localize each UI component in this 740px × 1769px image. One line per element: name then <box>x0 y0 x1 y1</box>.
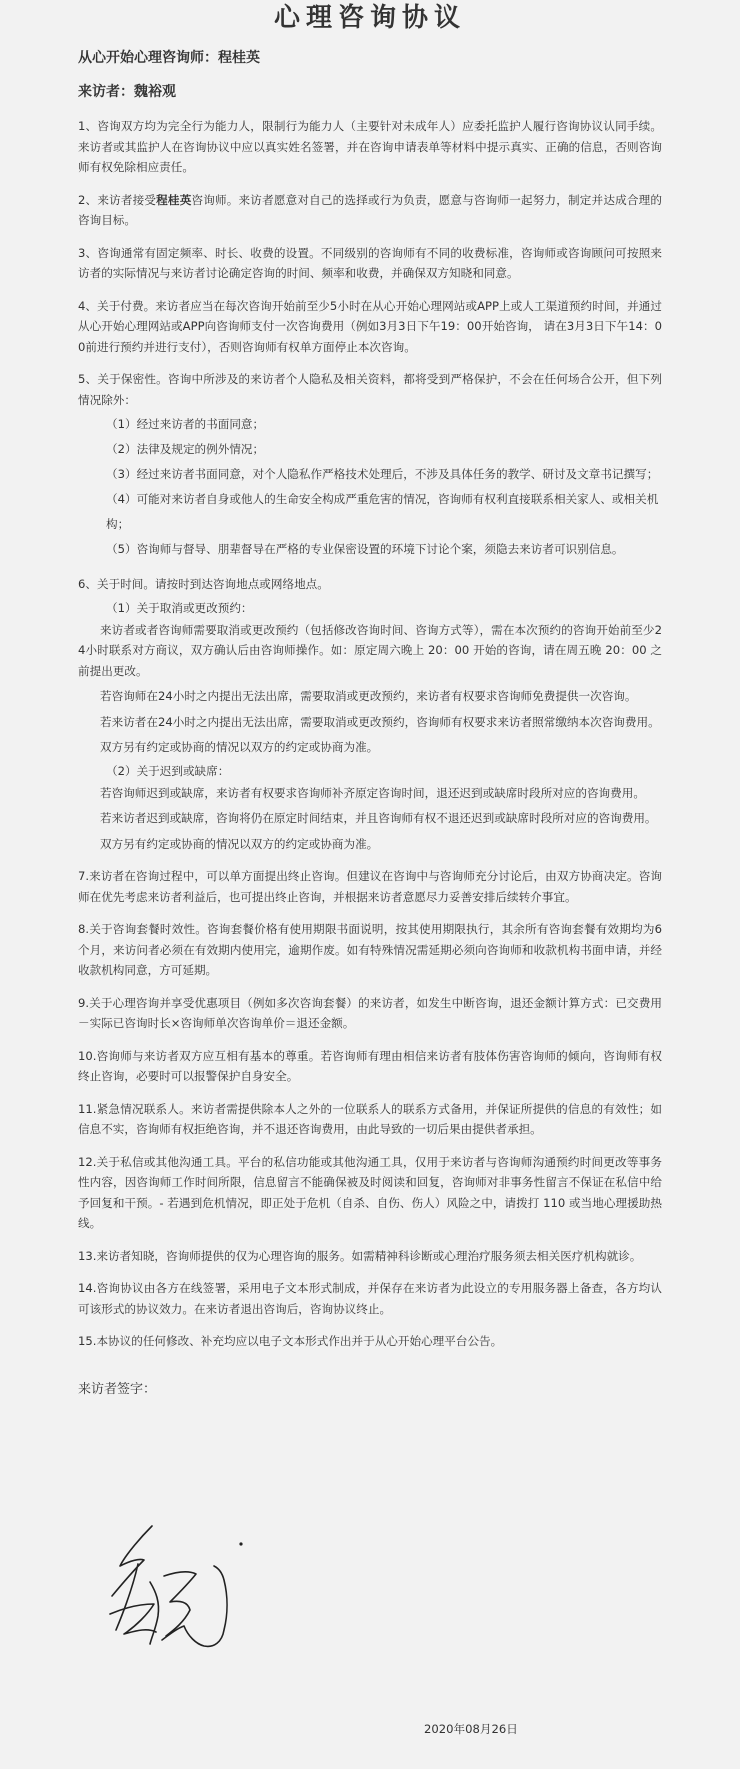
clause-5: 5、关于保密性。咨询中所涉及的来访者个人隐私及相关资料，都将受到严格保护，不会在任何场合公开，但下列情况除外： <box>78 372 662 407</box>
clause-6-sub1-para: 若咨询师在24小时之内提出无法出席，需要取消或更改预约，来访者有权要求咨询师免费提供一次咨询。 <box>100 689 637 703</box>
clause-6-sub2-para: 若来访者迟到或缺席，咨询将仍在原定时间结束，并且咨询师有权不退还迟到或缺席时段所对应的咨询费用。 <box>100 811 657 825</box>
clause-6-sub2-para: 若咨询师迟到或缺席，来访者有权要求咨询师补齐原定咨询时间，退还迟到或缺席时段所对应的咨询费用。 <box>100 785 645 800</box>
clause-5-item: （1）经过来访者的书面同意； <box>106 417 265 431</box>
clause-11: 11.紧急情况联系人。来访者需提供除本人之外的一位联系人的联系方式备用，并保证所提供的信息的有效性；如信息不实，咨询师有权拒绝咨询，并不退还咨询费用，由此导致的一切后果由提供者承担。 <box>78 1101 662 1136</box>
clause-7: 7.来访者在咨询过程中，可以单方面提出终止咨询。但建议在咨询中与咨询师充分讨论后，由双方协商决定。咨询师在优先考虑来访者利益后，也可提出终止咨询，并根据来访者意愿尽力妥善安排后续转介事宜。 <box>78 869 662 904</box>
clause-6-sub2-para: 双方另有约定或协商的情况以双方的约定或协商为准。 <box>100 836 379 851</box>
clause-3: 3、咨询通常有固定频率、时长、收费的设置。不同级别的咨询师有不同的收费标准，咨询师或咨询顾问可按照来访者的实际情况与来访者讨论确定咨询的时间、频率和收费，并确保双方知晓和同意。 <box>78 245 662 280</box>
clause-5-item: （3）经过来访者书面同意，对个人隐私作严格技术处理后，不涉及具体任务的教学、研讨及文章书记撰写； <box>106 467 659 481</box>
clause-9: 9.关于心理咨询并享受优惠项目（例如多次咨询套餐）的来访者，如发生中断咨询，退还金额计算方式：已交费用－实际已咨询时长×咨询师单次咨询单价＝退还金额。 <box>78 995 662 1030</box>
clause-12: 12.关于私信或其他沟通工具。平台的私信功能或其他沟通工具，仅用于来访者与咨询师沟通预约时间更改等事务性内容，因咨询师工作时间所限，信息留言不能确保被及时阅读和回复，咨询师对非事务性留言不保证在私信中给予回复和干预。- 若遇到危机情况，即正处于危机（自杀、自伤、伤人）风险之中，请拨打 110 或当地心理援助热线。 <box>78 1154 662 1230</box>
clause-2-counselor-name: 程桂英 <box>156 192 192 207</box>
sign-date: 2020年08月26日 <box>424 1722 518 1736</box>
visitor-line <box>78 82 662 102</box>
clause-6-sub1-para: 双方另有约定或协商的情况以双方的约定或协商为准。 <box>100 740 379 754</box>
clause-8: 8.关于咨询套餐时效性。咨询套餐价格有使用期限书面说明，按其使用期限执行，其余所有咨询套餐有效期均为6个月，来访问者必须在有效期内使用完，逾期作废。如有特殊情况需延期必须向咨询师和收款机构书面申请，并经收款机构同意，方可延期。 <box>78 922 662 977</box>
clause-14: 14.咨询协议由各方在线签署，采用电子文本形式制成，并保存在来访者为此设立的专用服务器上备查，各方均认可该形式的协议效力。在来访者退出咨询后，咨询协议终止。 <box>78 1281 662 1316</box>
clause-4: 4、关于付费。来访者应当在每次咨询开始前至少5小时在从心开始心理网站或APP上或人工渠道预约时间，并通过从心开始心理网站或APP向咨询师支付一次咨询费用（例如3月3日下午19：00开始咨询， 请在3月3日下午14：00前进行预约并进行支付），否则咨询师有权单方面停止本次咨询。 <box>78 298 662 354</box>
counselor-label: 从心开始心理咨询师： <box>78 50 218 66</box>
signature-label: 来访者签字： <box>78 1381 157 1397</box>
counselor-line <box>78 48 662 68</box>
clause-10: 10.咨询师与来访者双方应互相有基本的尊重。若咨询师有理由相信来访者有肢体伤害咨询师的倾向，咨询师有权终止咨询，必要时可以报警保护自身安全。 <box>78 1048 662 1083</box>
clause-5-item: （5）咨询师与督导、朋辈督导在严格的专业保密设置的环境下讨论个案，须隐去来访者可识别信息。 <box>106 542 624 556</box>
clause-6-sub1-heading: （1）关于取消或更改预约： <box>106 600 253 615</box>
clause-1: 1、咨询双方均为完全行为能力人，限制行为能力人（主要针对未成年人）应委托监护人履行咨询协议认同手续。来访者或其监护人在咨询协议中应以真实姓名签署，并在咨询申请表单等材料中提示真实、正确的信息，否则咨询师有权免除相应责任。 <box>78 119 662 174</box>
clause-6-sub2-heading: （2）关于迟到或缺席： <box>106 763 230 778</box>
counselor-name: 程桂英 <box>218 50 260 66</box>
handwritten-signature <box>104 1518 274 1663</box>
clause-5-item: （2）法律及规定的例外情况； <box>106 442 265 456</box>
clause-2 <box>78 190 662 231</box>
clause-2-post: 咨询师。来访者愿意对自己的选择或行为负责，愿意与咨询师一起努力，制定并达成合理的咨询目标。 <box>78 192 662 227</box>
clause-13: 13.来访者知晓，咨询师提供的仅为心理咨询的服务。如需精神科诊断或心理治疗服务须去相关医疗机构就诊。 <box>78 1248 642 1263</box>
clause-2-pre: 2、来访者接受 <box>78 192 157 207</box>
visitor-label: 来访者： <box>78 84 134 100</box>
visitor-name: 魏裕观 <box>134 84 176 100</box>
clause-15: 15.本协议的任何修改、补充均应以电子文本形式作出并于从心开始心理平台公告。 <box>78 1334 503 1348</box>
clause-6-sub1-para: 来访者或者咨询师需要取消或更改预约（包括修改咨询时间、咨询方式等），需在本次预约的咨询开始前至少24小时联系对方商议，双方确认后由咨询师操作。如：原定周六晚上 20：00 开始的咨询，请在周五晚 20：00 之前提出更改。 <box>78 622 662 678</box>
clause-5-item: （4）可能对来访者自身或他人的生命安全构成严重危害的情况，咨询师有权利直接联系相关家人、或相关机构； <box>106 492 659 531</box>
clause-6-sub1-para: 若来访者在24小时之内提出无法出席，需要取消或更改预约，咨询师有权要求来访者照常缴纳本次咨询费用。 <box>100 714 660 729</box>
clause-6: 6、关于时间。请按时到达咨询地点或网络地点。 <box>78 577 329 591</box>
page-title: 心理咨询协议 <box>273 3 466 33</box>
